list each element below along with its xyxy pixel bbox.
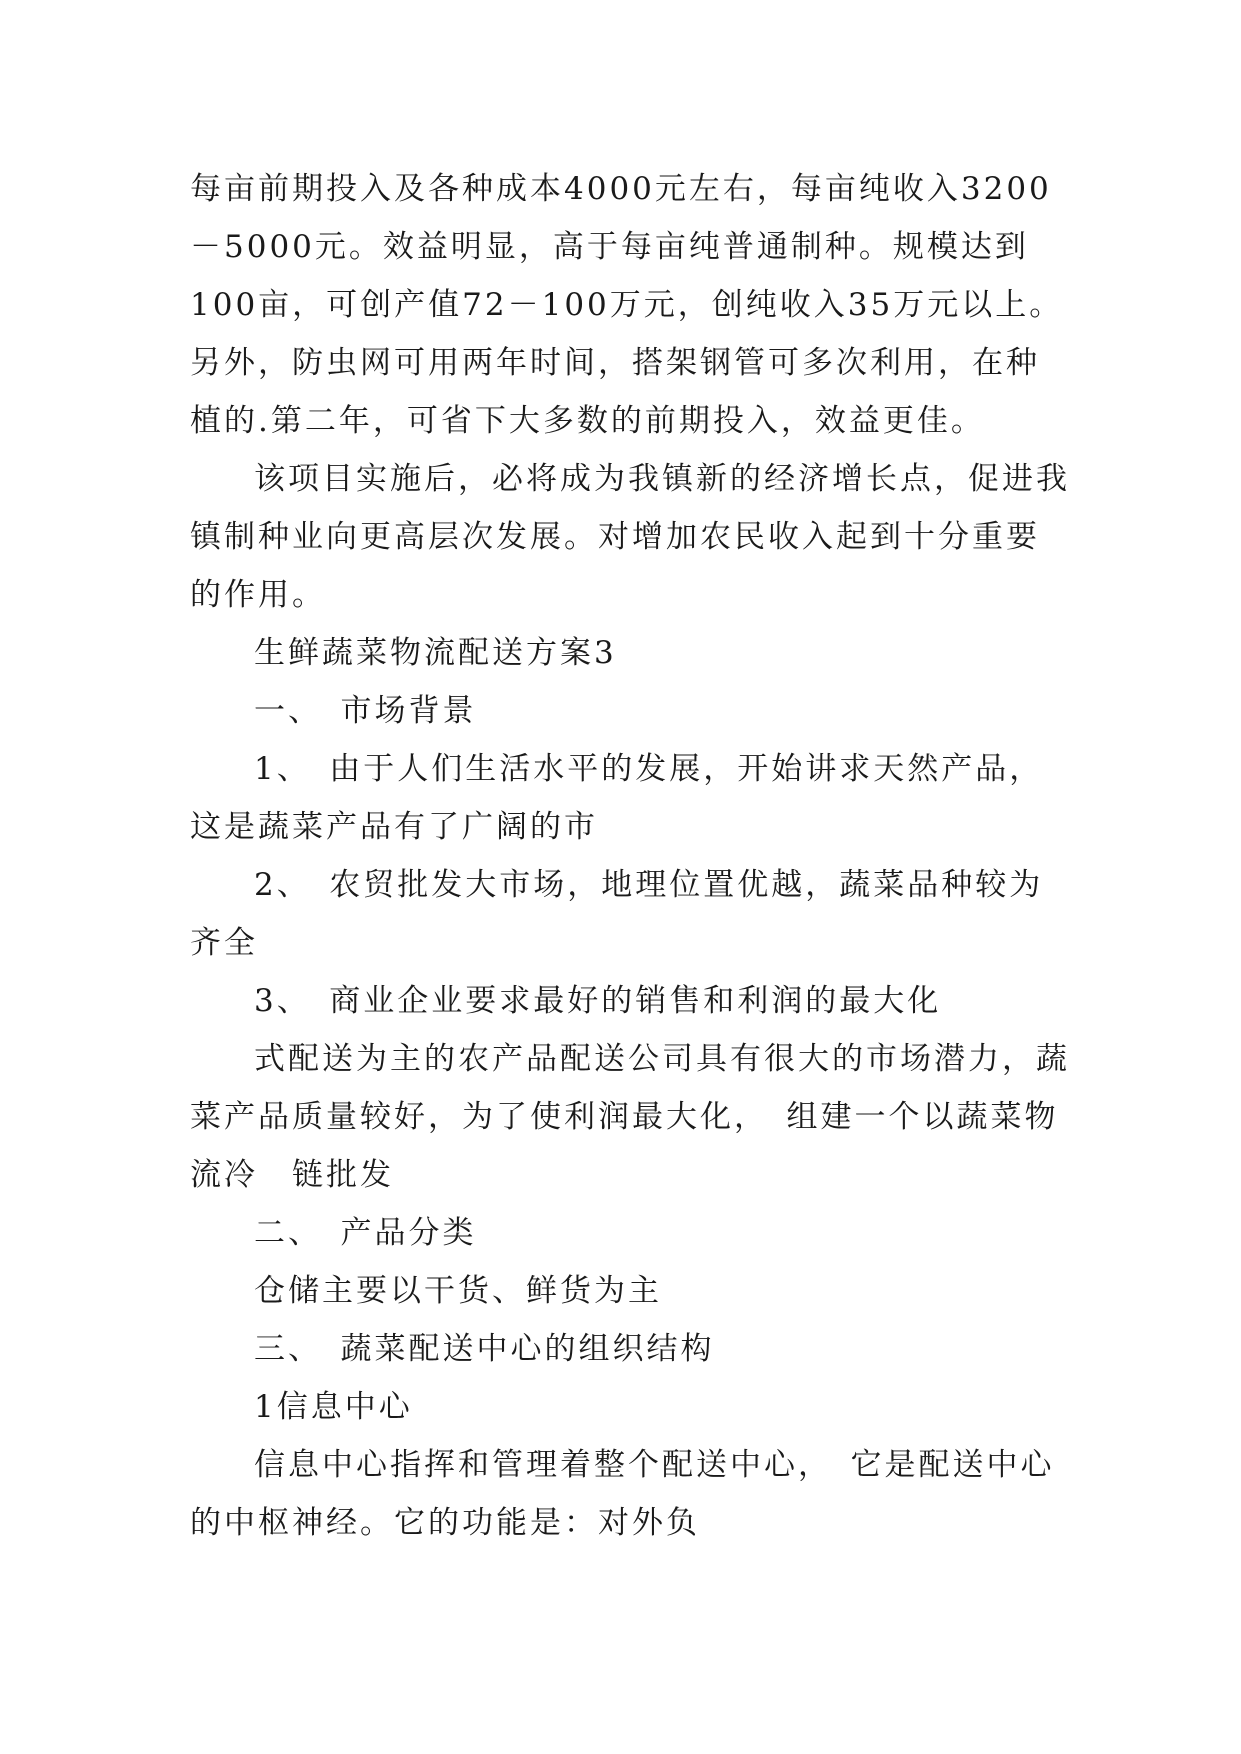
- document-body: [190, 160, 1070, 1552]
- heading-product-classification: 二、 产品分类: [254, 1215, 477, 1251]
- section-title: 生鲜蔬菜物流配送方案3: [254, 635, 617, 671]
- subheading-information-center: 1信息中心: [254, 1389, 413, 1425]
- paragraph-information-center: 信息中心指挥和管理着整个配送中心， 它是配送中心的中枢神经。它的功能是：对外负: [190, 1447, 1055, 1541]
- paragraph-storage: 仓储主要以干货、鲜货为主: [254, 1273, 662, 1309]
- paragraph-distribution-model: 式配送为主的农产品配送公司具有很大的市场潜力，蔬菜产品质量较好，为了使利润最大化， 组建一个以蔬菜物流冷 链批发: [190, 1041, 1070, 1193]
- heading-market-background: 一、 市场背景: [254, 693, 477, 729]
- paragraph-project-impact: 该项目实施后，必将成为我镇新的经济增长点，促进我镇制种业向更高层次发展。对增加农民收入起到十分重要的作用。: [190, 461, 1070, 613]
- paragraph-cost-income: 每亩前期投入及各种成本4000元左右，每亩纯收入3200－5000元。效益明显，高于每亩纯普通制种。规模达到100亩，可创产值72－100万元，创纯收入35万元以上。另外，防虫网可用两年时间，搭架钢管可多次利用，在种植的.第二年，可省下大多数的前期投入，效益更佳。: [190, 171, 1064, 439]
- heading-organization-structure: 三、 蔬菜配送中心的组织结构: [254, 1331, 715, 1367]
- list-item-2: 2、 农贸批发大市场，地理位置优越，蔬菜品种较为齐全: [190, 867, 1044, 961]
- list-item-3: 3、 商业企业要求最好的销售和利润的最大化: [254, 983, 942, 1019]
- list-item-1: 1、 由于人们生活水平的发展，开始讲求天然产品，这是蔬菜产品有了广阔的市: [190, 751, 1044, 845]
